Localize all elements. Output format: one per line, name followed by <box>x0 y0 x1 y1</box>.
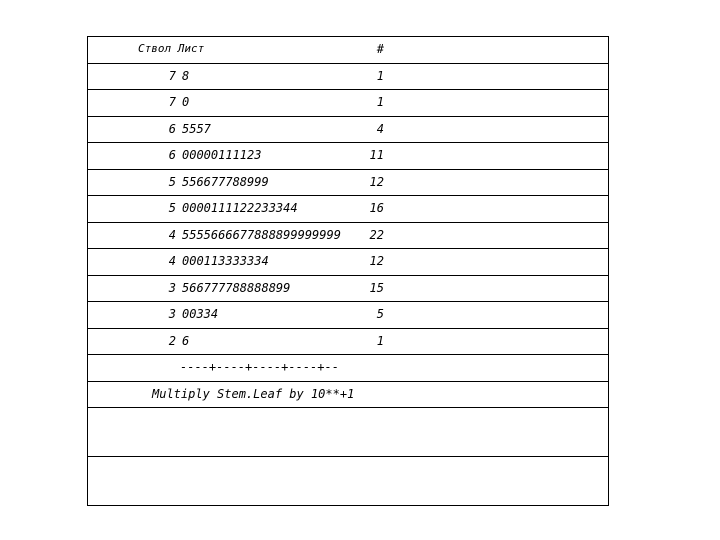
count-value: 12 <box>369 175 384 189</box>
leaf-value: 566777788888899 <box>182 281 291 295</box>
count-value: 22 <box>369 228 384 242</box>
stem-value: 6 <box>168 122 176 136</box>
count-value: 16 <box>369 201 384 215</box>
stem-leaf-header: Ствол Лист <box>138 42 205 55</box>
empty-row <box>88 408 608 457</box>
table-row <box>88 249 608 276</box>
stem-value: 7 <box>168 69 176 83</box>
table-row <box>88 329 608 355</box>
table-row <box>88 143 608 170</box>
axis-row <box>88 355 608 382</box>
leaf-value: 556677788999 <box>182 175 269 189</box>
table-row <box>88 196 608 223</box>
count-value: 12 <box>369 254 384 268</box>
stem-value: 4 <box>168 254 176 268</box>
multiply-note: Multiply Stem.Leaf by 10**+1 <box>152 387 355 401</box>
leaf-value: 0000111122233344 <box>182 201 298 215</box>
stem-value: 4 <box>168 228 176 242</box>
count-value: 1 <box>376 69 384 83</box>
leaf-value: 00000111123 <box>182 148 262 162</box>
table-row <box>88 276 608 302</box>
table-row <box>88 223 608 249</box>
count-value: 1 <box>376 95 384 109</box>
count-header: # <box>376 42 384 56</box>
count-value: 15 <box>369 281 384 295</box>
table-row <box>88 117 608 143</box>
header-row <box>88 37 608 64</box>
count-value: 1 <box>376 334 384 348</box>
axis-line: ----+----+----+----+-- <box>180 360 339 374</box>
stem-value: 3 <box>168 281 176 295</box>
stem-value: 6 <box>168 148 176 162</box>
stem-value: 2 <box>168 334 176 348</box>
leaf-value: 5557 <box>182 122 211 136</box>
table-row <box>88 90 608 117</box>
leaf-value: 00334 <box>182 307 219 321</box>
table-row <box>88 64 608 90</box>
stem-value: 5 <box>168 201 176 215</box>
count-value: 11 <box>369 148 384 162</box>
leaf-value: 0 <box>182 95 190 109</box>
leaf-value: 6 <box>182 334 190 348</box>
stem-value: 3 <box>168 307 176 321</box>
count-value: 5 <box>376 307 384 321</box>
table-row <box>88 302 608 329</box>
stem-value: 7 <box>168 95 176 109</box>
empty-row <box>88 457 608 505</box>
leaf-value: 000113333334 <box>182 254 269 268</box>
leaf-value: 5555666677888899999999 <box>182 228 341 242</box>
count-value: 4 <box>376 122 384 136</box>
leaf-value: 8 <box>182 69 190 83</box>
stem-value: 5 <box>168 175 176 189</box>
table-row <box>88 170 608 196</box>
note-row <box>88 382 608 408</box>
stem-leaf-table <box>87 36 609 506</box>
